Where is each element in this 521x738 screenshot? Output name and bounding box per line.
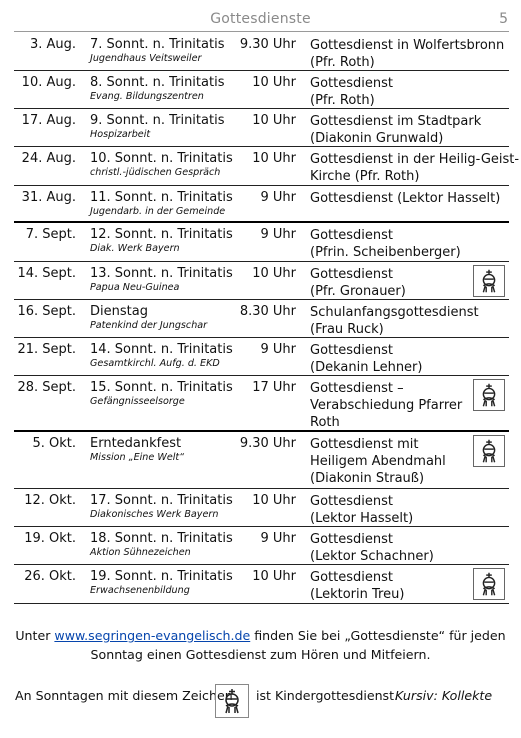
- service-line: Kirche (Pfr. Roth): [310, 169, 420, 184]
- date-cell: 17. Aug.: [21, 113, 76, 128]
- collection-purpose: Aktion Sühnezeichen: [90, 547, 191, 558]
- service-cell: [310, 304, 486, 338]
- schedule-row: [14, 262, 509, 300]
- schedule-row: [14, 527, 509, 565]
- service-cell: [310, 436, 486, 487]
- schedule-row: [14, 147, 520, 186]
- service-line: Gottesdienst: [310, 228, 393, 243]
- schedule-row: [14, 223, 509, 262]
- date-cell: 16. Sept.: [17, 304, 76, 319]
- footer-line-1: [0, 626, 521, 645]
- kindergottesdienst-icon: [473, 265, 505, 297]
- date-cell: 5. Okt.: [32, 436, 76, 451]
- service-line: Heiligem Abendmahl: [310, 454, 446, 469]
- collection-purpose: Diakonisches Werk Bayern: [90, 509, 219, 520]
- service-cell: [310, 380, 486, 431]
- sunday-name: 9. Sonnt. n. Trinitatis: [90, 113, 225, 128]
- service-line: (Lektorin Treu): [310, 587, 405, 602]
- legend-text-post: ist Kindergottesdienst.: [256, 688, 399, 703]
- date-cell: 14. Sept.: [17, 266, 76, 281]
- sunday-cell: [90, 531, 250, 558]
- service-line: (Pfrin. Scheibenberger): [310, 245, 461, 260]
- service-cell: [310, 493, 486, 527]
- collection-purpose: Mission „Eine Welt“: [90, 452, 185, 463]
- header-rule: [14, 31, 509, 32]
- sunday-cell: [90, 75, 250, 102]
- schedule-row: [14, 71, 509, 109]
- page-header: [0, 11, 521, 31]
- service-line: (Pfr. Roth): [310, 93, 375, 108]
- schedule-row: [14, 186, 509, 223]
- sunday-cell: [90, 304, 250, 331]
- service-line: Gottesdienst mit: [310, 437, 419, 452]
- sunday-name: 11. Sonnt. n. Trinitatis: [90, 190, 233, 205]
- website-link[interactable]: www.segringen-evangelisch.de: [54, 628, 251, 643]
- service-line: Gottesdienst: [310, 76, 393, 91]
- sunday-cell: [90, 151, 250, 178]
- collection-purpose: Gesamtkirchl. Aufg. d. EKD: [90, 358, 220, 369]
- service-cell: [310, 113, 486, 147]
- service-line: (Dekanin Lehner): [310, 360, 423, 375]
- date-cell: 3. Aug.: [29, 37, 76, 52]
- kindergottesdienst-icon: [473, 379, 505, 411]
- sunday-cell: [90, 569, 250, 596]
- service-cell: [310, 227, 486, 261]
- footer-line-2: Sonntag einen Gottesdienst zum Hören und Mitfeiern.: [90, 647, 431, 662]
- collection-purpose: Papua Neu-Guinea: [90, 282, 180, 293]
- time-cell: 10 Uhr: [252, 569, 296, 584]
- service-cell: [310, 190, 501, 207]
- sunday-name: Dienstag: [90, 304, 148, 319]
- sunday-name: 18. Sonnt. n. Trinitatis: [90, 531, 233, 546]
- service-line: (Diakonin Strauß): [310, 471, 425, 486]
- service-cell: [310, 569, 486, 603]
- time-cell: 10 Uhr: [252, 493, 296, 508]
- footer-line-1-pre: Unter: [15, 628, 55, 643]
- service-line: (Lektor Schachner): [310, 549, 434, 564]
- time-cell: 9.30 Uhr: [239, 436, 296, 451]
- time-cell: 9 Uhr: [260, 190, 296, 205]
- sunday-cell: [90, 227, 250, 254]
- page-title: Gottesdienste: [210, 11, 311, 27]
- time-cell: 8.30 Uhr: [239, 304, 296, 319]
- time-cell: 10 Uhr: [252, 151, 296, 166]
- sunday-cell: [90, 37, 250, 64]
- italic-note: Kursiv: Kollekte: [395, 688, 493, 703]
- service-line: Gottesdienst: [310, 532, 393, 547]
- service-cell: [310, 37, 505, 71]
- sunday-name: 10. Sonnt. n. Trinitatis: [90, 151, 233, 166]
- sunday-name: Erntedankfest: [90, 436, 182, 451]
- date-cell: 10. Aug.: [21, 75, 76, 90]
- time-cell: 9 Uhr: [260, 227, 296, 242]
- time-cell: 9.30 Uhr: [239, 37, 296, 52]
- service-line: Roth: [310, 415, 340, 430]
- schedule-row: [14, 109, 509, 147]
- date-cell: 19. Okt.: [24, 531, 76, 546]
- service-cell: [310, 531, 486, 565]
- sunday-name: 8. Sonnt. n. Trinitatis: [90, 75, 225, 90]
- sunday-cell: [90, 113, 250, 140]
- date-cell: 28. Sept.: [17, 380, 76, 395]
- service-line: (Lektor Hasselt): [310, 511, 414, 526]
- schedule-row: [14, 376, 509, 432]
- collection-purpose: Jugendarb. in der Gemeinde: [90, 206, 226, 217]
- schedule-row: [14, 338, 509, 376]
- sunday-name: 15. Sonnt. n. Trinitatis: [90, 380, 233, 395]
- time-cell: 17 Uhr: [252, 380, 296, 395]
- sunday-name: 14. Sonnt. n. Trinitatis: [90, 342, 233, 357]
- service-line: (Pfr. Roth): [310, 55, 375, 70]
- service-line: Gottesdienst: [310, 570, 393, 585]
- schedule-row: [14, 33, 509, 71]
- collection-purpose: christl.-jüdischen Gespräch: [90, 167, 221, 178]
- service-line: (Frau Ruck): [310, 322, 384, 337]
- sunday-name: 13. Sonnt. n. Trinitatis: [90, 266, 233, 281]
- service-line: Gottesdienst in der Heilig-Geist-: [310, 152, 520, 167]
- service-cell: [310, 266, 486, 300]
- sunday-cell: [90, 190, 250, 217]
- sunday-name: 19. Sonnt. n. Trinitatis: [90, 569, 233, 584]
- schedule-row: [14, 432, 509, 489]
- date-cell: 7. Sept.: [25, 227, 76, 242]
- collection-purpose: Jugendhaus Veitsweiler: [90, 53, 202, 64]
- legend-text-pre: An Sonntagen mit diesem Zeichen: [15, 688, 233, 703]
- collection-purpose: Patenkind der Jungschar: [90, 320, 208, 331]
- collection-purpose: Erwachsenenbildung: [90, 585, 190, 596]
- sunday-name: 17. Sonnt. n. Trinitatis: [90, 493, 233, 508]
- schedule-row: [14, 565, 509, 604]
- footer-line-1-post: finden Sie bei „Gottesdienste“ für jeden: [250, 628, 506, 643]
- service-line: Gottesdienst: [310, 343, 393, 358]
- service-line: Gottesdienst im Stadtpark: [310, 114, 482, 129]
- footer-legend: [0, 684, 521, 718]
- time-cell: 10 Uhr: [252, 75, 296, 90]
- service-line: Gottesdienst: [310, 267, 393, 282]
- sunday-cell: [90, 380, 250, 407]
- date-cell: 12. Okt.: [24, 493, 76, 508]
- sunday-cell: [90, 342, 250, 369]
- service-line: Gottesdienst in Wolfertsbronn: [310, 38, 505, 53]
- time-cell: 10 Uhr: [252, 266, 296, 281]
- service-line: (Diakonin Grunwald): [310, 131, 444, 146]
- page-number: 5: [499, 11, 508, 27]
- service-line: (Pfr. Gronauer): [310, 284, 406, 299]
- time-cell: 10 Uhr: [252, 113, 296, 128]
- schedule-row: [14, 300, 509, 338]
- footer-info: [0, 626, 521, 664]
- date-cell: 31. Aug.: [21, 190, 76, 205]
- service-cell: [310, 151, 520, 185]
- kindergottesdienst-icon: [473, 435, 505, 467]
- service-line: Schulanfangsgottesdienst: [310, 305, 479, 320]
- service-cell: [310, 75, 486, 109]
- service-cell: [310, 342, 486, 376]
- time-cell: 9 Uhr: [260, 531, 296, 546]
- collection-purpose: Hospizarbeit: [90, 129, 151, 140]
- service-line: Gottesdienst (Lektor Hasselt): [310, 191, 501, 206]
- service-schedule-table: [14, 33, 520, 604]
- collection-purpose: Evang. Bildungszentren: [90, 91, 204, 102]
- kindergottesdienst-icon: [473, 568, 505, 600]
- date-cell: 21. Sept.: [17, 342, 76, 357]
- sunday-cell: [90, 493, 250, 520]
- schedule-row: [14, 489, 509, 527]
- time-cell: 9 Uhr: [260, 342, 296, 357]
- sunday-cell: [90, 436, 250, 463]
- sunday-name: 7. Sonnt. n. Trinitatis: [90, 37, 225, 52]
- kindergottesdienst-icon: [215, 684, 249, 718]
- collection-purpose: Diak. Werk Bayern: [90, 243, 180, 254]
- date-cell: 24. Aug.: [21, 151, 76, 166]
- sunday-name: 12. Sonnt. n. Trinitatis: [90, 227, 233, 242]
- collection-purpose: Gefängnisseelsorge: [90, 396, 185, 407]
- service-line: Gottesdienst –: [310, 381, 404, 396]
- sunday-cell: [90, 266, 250, 293]
- service-line: Gottesdienst: [310, 494, 393, 509]
- date-cell: 26. Okt.: [24, 569, 76, 584]
- service-line: Verabschiedung Pfarrer: [310, 398, 463, 413]
